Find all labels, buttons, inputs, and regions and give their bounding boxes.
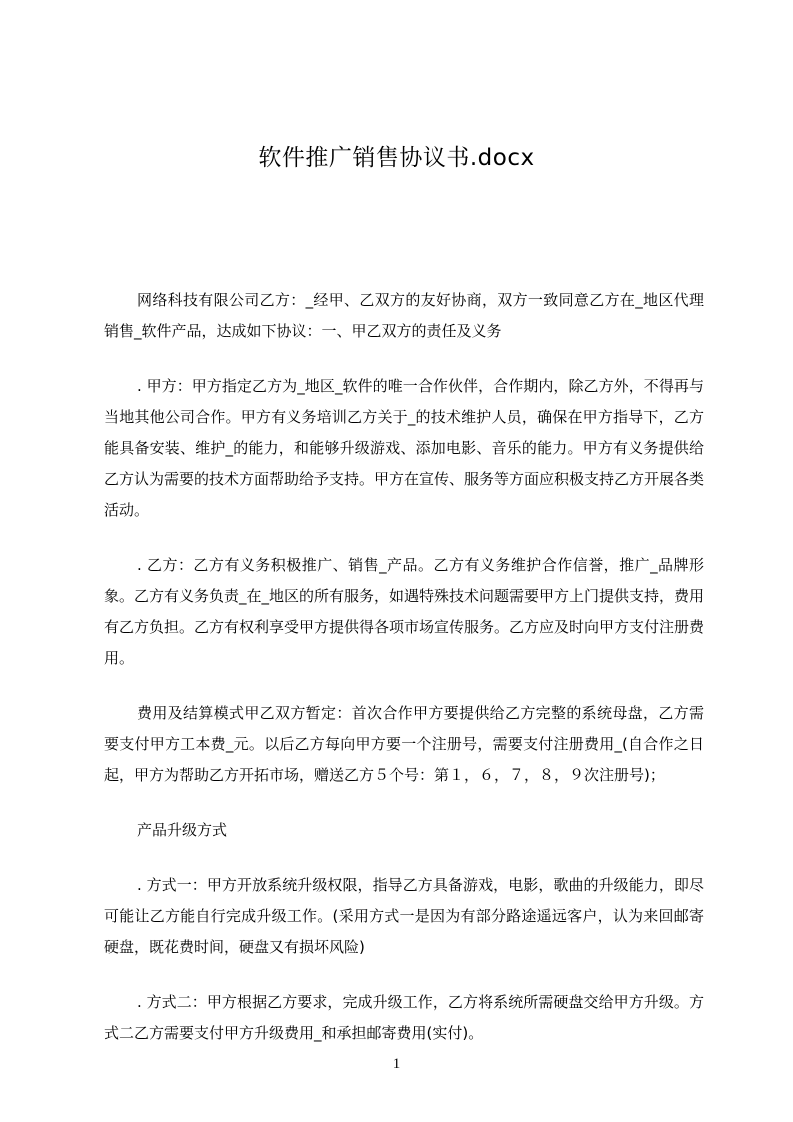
document-title: 软件推广销售协议书.docx: [258, 145, 535, 171]
paragraph-method-two: . 方式二：甲方根据乙方要求，完成升级工作，乙方将系统所需硬盘交给甲方升级。方式二乙方需要支付甲方升级费用_和承担邮寄费用(实付)。: [104, 993, 704, 1042]
paragraph-fees: 费用及结算模式甲乙双方暂定：首次合作甲方要提供给乙方完整的系统母盘，乙方需要支付甲方工本费_元。以后乙方每向甲方要一个注册号，需要支付注册费用_(自合作之日起，甲方为帮助乙方开拓市场，赠送乙方５个号：第１，６，７，８，９次注册号)；: [104, 704, 704, 784]
paragraph-upgrade-heading: 产品升级方式: [137, 821, 228, 839]
page-number: 1: [392, 1056, 401, 1072]
paragraph-party-b: . 乙方：乙方有义务积极推广、销售_产品。乙方有义务维护合作信誉，推广_品牌形象。乙方有义务负责_在_地区的所有服务，如遇特殊技术问题需要甲方上门提供支持，费用有乙方负担。乙方有权利享受甲方提供得各项市场宣传服务。乙方应及时向甲方支付注册费用。: [104, 556, 705, 667]
paragraph-intro: 网络科技有限公司乙方：_经甲、乙双方的友好协商，双方一致同意乙方在_地区代理销售_软件产品，达成如下协议：一、甲乙双方的责任及义务: [104, 291, 704, 340]
paragraph-party-a: . 甲方：甲方指定乙方为_地区_软件的唯一合作伙伴，合作期内，除乙方外，不得再与当地其他公司合作。甲方有义务培训乙方关于_的技术维护人员，确保在甲方指导下，乙方能具备安装、维护_的能力，和能够升级游戏、添加电影、音乐的能力。甲方有义务提供给乙方认为需要的技术方面帮助给予支持。甲方在宣传、服务等方面应积极支持乙方开展各类活动。: [104, 377, 705, 519]
document-body: [104, 285, 704, 1073]
paragraph-method-one: . 方式一：甲方开放系统升级权限，指导乙方具备游戏，电影，歌曲的升级能力，即尽可能让乙方能自行完成升级工作。(采用方式一是因为有部分路途遥远客户，认为来回邮寄硬盘，既花费时间，硬盘又有损坏风险): [104, 876, 704, 956]
